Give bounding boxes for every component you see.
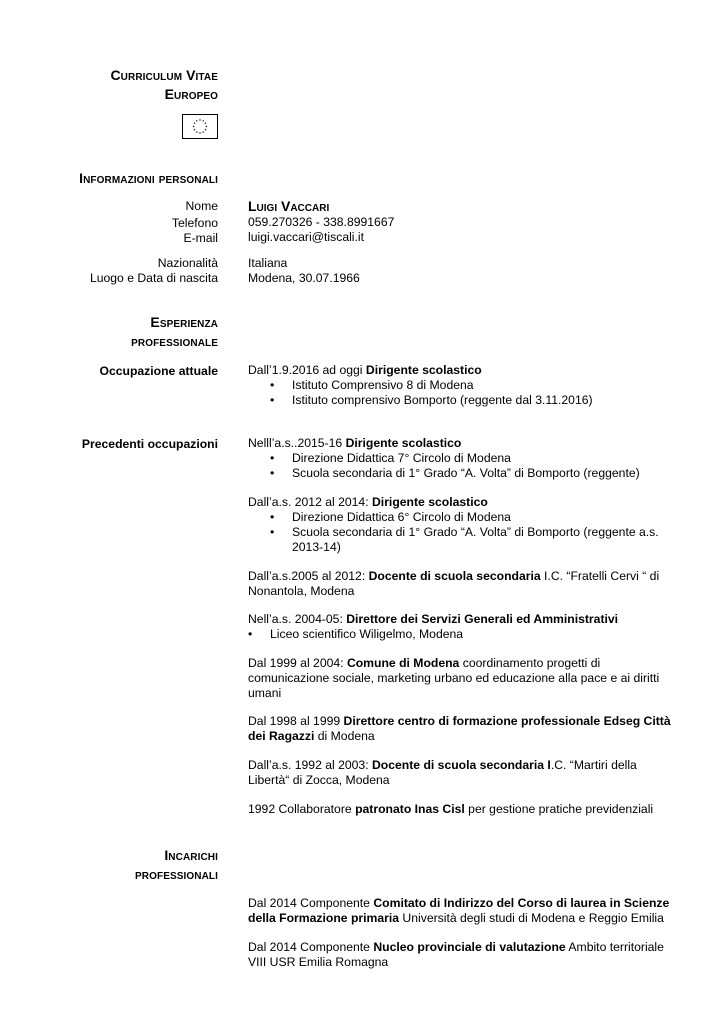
eu-flag-stars: [183, 115, 217, 138]
p7-rest2: Libertà“ di Zocca, Modena: [248, 773, 390, 787]
a2-intro: Dal 2014 Componente: [248, 940, 374, 954]
experience-heading-line2: professionale: [131, 333, 218, 349]
p6-rest: di Modena: [314, 729, 375, 743]
p2-intro: Dall’a.s. 2012 al 2014:: [248, 495, 372, 509]
p7-role: Docente di scuola secondaria I: [372, 758, 551, 772]
experience-heading-line1: Esperienza: [150, 314, 218, 330]
assignments-heading-line2: professionali: [135, 866, 218, 882]
previous-occupations-label: Precedenti occupazioni: [81, 437, 218, 451]
eu-flag-icon: [182, 114, 218, 139]
p4-intro: Nell’a.s. 2004-05:: [248, 612, 347, 626]
p5-intro: Dal 1999 al 2004:: [248, 656, 347, 670]
email-label: E-mail: [183, 231, 218, 245]
bullet-icon: •: [270, 510, 275, 524]
bullet-icon: •: [270, 466, 275, 480]
p3-rest1: I.C. “Fratelli Cervi “ di: [540, 569, 660, 583]
p5-rest3: umani: [248, 686, 282, 700]
p5-rest2: comunicazione sociale, marketing urbano ed educazione alla pace e ai diritti: [248, 671, 660, 685]
p8-rest: per gestione pratiche previdenziali: [464, 802, 654, 816]
p7-intro: Dall’a.s. 1992 al 2003:: [248, 758, 372, 772]
previous-entry-5: [248, 656, 708, 701]
p8-intro: 1992 Collaboratore: [248, 802, 356, 816]
p3-role: Docente di scuola secondaria: [368, 569, 541, 583]
list-item: [270, 451, 708, 466]
a1-role2: della Formazione primaria: [248, 911, 400, 925]
current-item-1: Istituto Comprensivo 8 di Modena: [292, 378, 474, 392]
previous-entry-8: [248, 802, 708, 817]
p4-list: [248, 627, 708, 642]
current-role: Dirigente scolastico: [365, 363, 482, 377]
name-value: Luigi Vaccari: [248, 198, 330, 214]
personal-info-heading: Informazioni personali: [79, 170, 218, 186]
list-item: [270, 510, 708, 525]
p4-item: Liceo scientifico Wiligelmo, Modena: [270, 627, 464, 641]
cv-title: [40, 66, 218, 104]
bullet-icon: •: [248, 627, 253, 641]
bullet-icon: •: [270, 525, 275, 539]
birth-value: Modena, 30.07.1966: [248, 271, 360, 285]
a2-rest2: VIII USR Emilia Romagna: [248, 955, 389, 969]
p6-intro: Dal 1998 al 1999: [248, 714, 344, 728]
p4-role: Direttore dei Servizi Generali ed Amministrativi: [346, 612, 619, 626]
p6-role2: dei Ragazzi: [248, 729, 315, 743]
p5-role: Comune di Modena: [346, 656, 460, 670]
nationality-label: Nazionalità: [157, 256, 218, 270]
email-value: luigi.vaccari@tiscali.it: [248, 230, 364, 244]
current-occupation-label: Occupazione attuale: [99, 364, 218, 378]
bullet-icon: •: [270, 451, 275, 465]
list-item: [270, 378, 708, 393]
p6-role1: Direttore centro di formazione professionale Edseg Città: [343, 714, 671, 728]
p2-role: Dirigente scolastico: [372, 495, 488, 509]
p2-item-2-line2: 2013-14): [292, 540, 341, 554]
bullet-icon: •: [270, 393, 275, 407]
previous-entry-1: [248, 436, 708, 481]
a1-rest: Università degli studi di Modena e Reggio Emilia: [399, 911, 664, 925]
cv-title-line2: Europeo: [164, 86, 218, 102]
birth-label: Luogo e Data di nascita: [89, 271, 218, 285]
p2-item-2-line1: Scuola secondaria di 1° Grado “A. Volta” di Bomporto (reggente a.s.: [292, 525, 659, 539]
current-list: [270, 378, 708, 408]
p1-item-2: Scuola secondaria di 1° Grado “A. Volta” di Bomporto (reggente): [292, 466, 640, 480]
p1-item-1: Direzione Didattica 7° Circolo di Modena: [292, 451, 511, 465]
current-intro: Dall’1.9.2016 ad oggi: [248, 363, 366, 377]
list-item: [270, 525, 708, 555]
current-occupation-line: [248, 363, 708, 378]
previous-entry-3: [248, 569, 708, 599]
cv-title-line1: Curriculum Vitae: [110, 67, 218, 83]
list-item: [270, 466, 708, 481]
nationality-value: Italiana: [248, 256, 288, 270]
list-item: [248, 627, 708, 642]
p1-role: Dirigente scolastico: [345, 436, 462, 450]
current-item-2: Istituto comprensivo Bomporto (reggente dal 3.11.2016): [292, 393, 593, 407]
p1-list: [270, 451, 708, 481]
p2-item-1: Direzione Didattica 6° Circolo di Modena: [292, 510, 511, 524]
previous-entry-6: [248, 714, 708, 744]
p1-intro: Nelll’a.s..2015-16: [248, 436, 346, 450]
previous-entry-7: [248, 758, 708, 788]
name-label: Nome: [185, 199, 218, 213]
p8-role: patronato Inas Cisl: [355, 802, 465, 816]
phone-value: 059.270326 - 338.8991667: [248, 215, 395, 229]
p7-rest1: .C. “Martiri della: [550, 758, 637, 772]
assignments-heading-line1: Incarichi: [164, 847, 218, 863]
a1-intro: Dal 2014 Componente: [248, 896, 374, 910]
p2-list: [270, 510, 708, 555]
phone-label: Telefono: [171, 216, 218, 230]
assignment-entry-2: [248, 940, 708, 970]
list-item: [270, 393, 708, 408]
experience-heading: [40, 313, 218, 351]
p3-rest2: Nonantola, Modena: [248, 584, 355, 598]
assignment-entry-1: [248, 896, 708, 926]
current-occupation: [248, 363, 708, 408]
p3-intro: Dall’a.s.2005 al 2012:: [248, 569, 369, 583]
a1-role1: Comitato di Indirizzo del Corso di laurea in Scienze: [373, 896, 670, 910]
assignments-heading: [40, 846, 218, 884]
previous-entry-2: [248, 495, 708, 555]
p5-rest1: coordinamento progetti di: [459, 656, 601, 670]
bullet-icon: •: [270, 378, 275, 392]
previous-entry-4: [248, 612, 708, 642]
a2-rest1: Ambito territoriale: [565, 940, 664, 954]
a2-role: Nucleo provinciale di valutazione: [373, 940, 566, 954]
